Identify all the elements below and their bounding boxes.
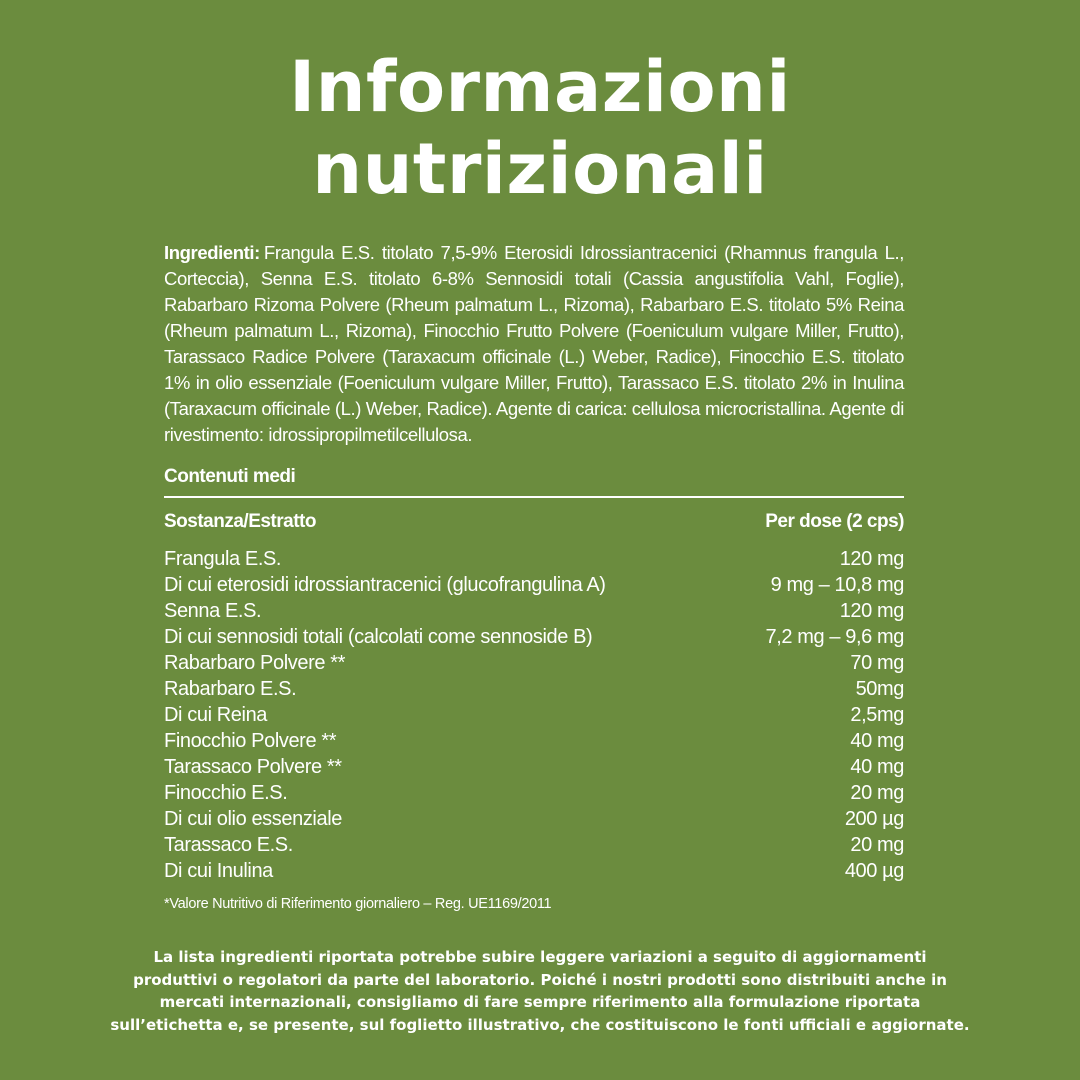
row-name: Finocchio Polvere ** [164,730,337,752]
divider [164,496,904,498]
disclaimer [90,946,990,1036]
ingredients-label: Ingredienti: [164,242,260,263]
table-row [164,598,904,624]
row-name: Tarassaco Polvere ** [164,756,342,778]
row-value: 7,2 mg – 9,6 mg [765,626,904,648]
row-name: Di cui eterosidi idrossiantracenici (glucofrangulina A) [164,574,606,596]
table-row [164,676,904,702]
row-name: Frangula E.S. [164,548,282,570]
title-line-1: Informazioni [289,46,791,128]
disclaimer-line-1: La lista ingredienti riportata potrebbe subire leggere variazioni a seguito di aggiornamenti [153,948,927,966]
title-line-2: nutrizionali [312,128,768,210]
row-value: 40 mg [850,730,904,752]
row-name: Tarassaco E.S. [164,834,293,856]
table-body [164,546,904,884]
table-row [164,832,904,858]
row-value: 70 mg [850,652,904,674]
table-row [164,572,904,598]
ingredients-paragraph [164,240,904,448]
table-row [164,754,904,780]
disclaimer-line-3: mercati internazionali, consigliamo di fare sempre riferimento alla formulazione riportata [159,993,921,1011]
footnote: *Valore Nutritivo di Riferimento giornaliero – Reg. UE1169/2011 [164,896,552,912]
row-name: Finocchio E.S. [164,782,288,804]
page-title [0,46,1080,210]
table-row [164,650,904,676]
table-row [164,780,904,806]
row-name: Rabarbaro E.S. [164,678,297,700]
row-name: Di cui Inulina [164,860,273,882]
column-header-substance: Sostanza/Estratto [164,511,316,532]
row-value: 120 mg [839,600,904,622]
row-value: 120 mg [839,548,904,570]
column-header-dose: Per dose (2 cps) [765,511,904,532]
disclaimer-line-2: produttivi o regolatori da parte del laboratorio. Poiché i nostri prodotti sono distribuiti anche in [133,970,947,989]
table-row [164,806,904,832]
row-name: Di cui Reina [164,704,268,726]
row-name: Rabarbaro Polvere ** [164,652,345,674]
table-row [164,624,904,650]
row-value: 20 mg [850,782,904,804]
table-row [164,546,904,572]
section-title: Contenuti medi [164,466,296,487]
table-header [164,508,904,536]
row-value: 200 µg [844,808,904,830]
nutrition-table [164,508,904,884]
row-value: 50mg [855,678,904,700]
row-value: 20 mg [850,834,904,856]
row-value: 2,5mg [850,704,904,726]
row-value: 400 µg [844,860,904,882]
table-row [164,858,904,884]
row-name: Di cui sennosidi totali (calcolati come sennoside B) [164,626,593,648]
ingredients-text: Frangula E.S. titolato 7,5-9% Eterosidi Idrossiantracenici (Rhamnus frangula L., Corteccia), Senna E.S. titolato 6-8% Sennosidi totali (Cassia angustifolia Vahl, Foglie), Rabarbaro Rizoma Polvere (Rheum palmatum L., Rizoma), Rabarbaro E.S. titolato 5% Reina (Rheum palmatum L., Rizoma), Finocchio Frutto Polvere (Foeniculum vulgare Miller, Frutto), Tarassaco Radice Polvere (Taraxacum officinale (L.) Weber, Radice), Finocchio E.S. titolato 1% in olio essenziale (Foeniculum vulgare Miller, Frutto), Tarassaco E.S. titolato 2% in Inulina (Taraxacum officinale (L.) Weber, Radice). Agente di carica: cellulosa microcristallina. Agente di rivestimento: idrossipropilmetilcellulosa. [164,242,904,445]
row-value: 9 mg – 10,8 mg [770,574,904,596]
row-name: Senna E.S. [164,600,262,622]
disclaimer-line-4: sull’etichetta e, se presente, sul foglietto illustrativo, che costituiscono le fonti ufficiali e aggiornate. [110,1015,970,1034]
table-row [164,728,904,754]
row-name: Di cui olio essenziale [164,808,342,830]
row-value: 40 mg [850,756,904,778]
table-row [164,702,904,728]
